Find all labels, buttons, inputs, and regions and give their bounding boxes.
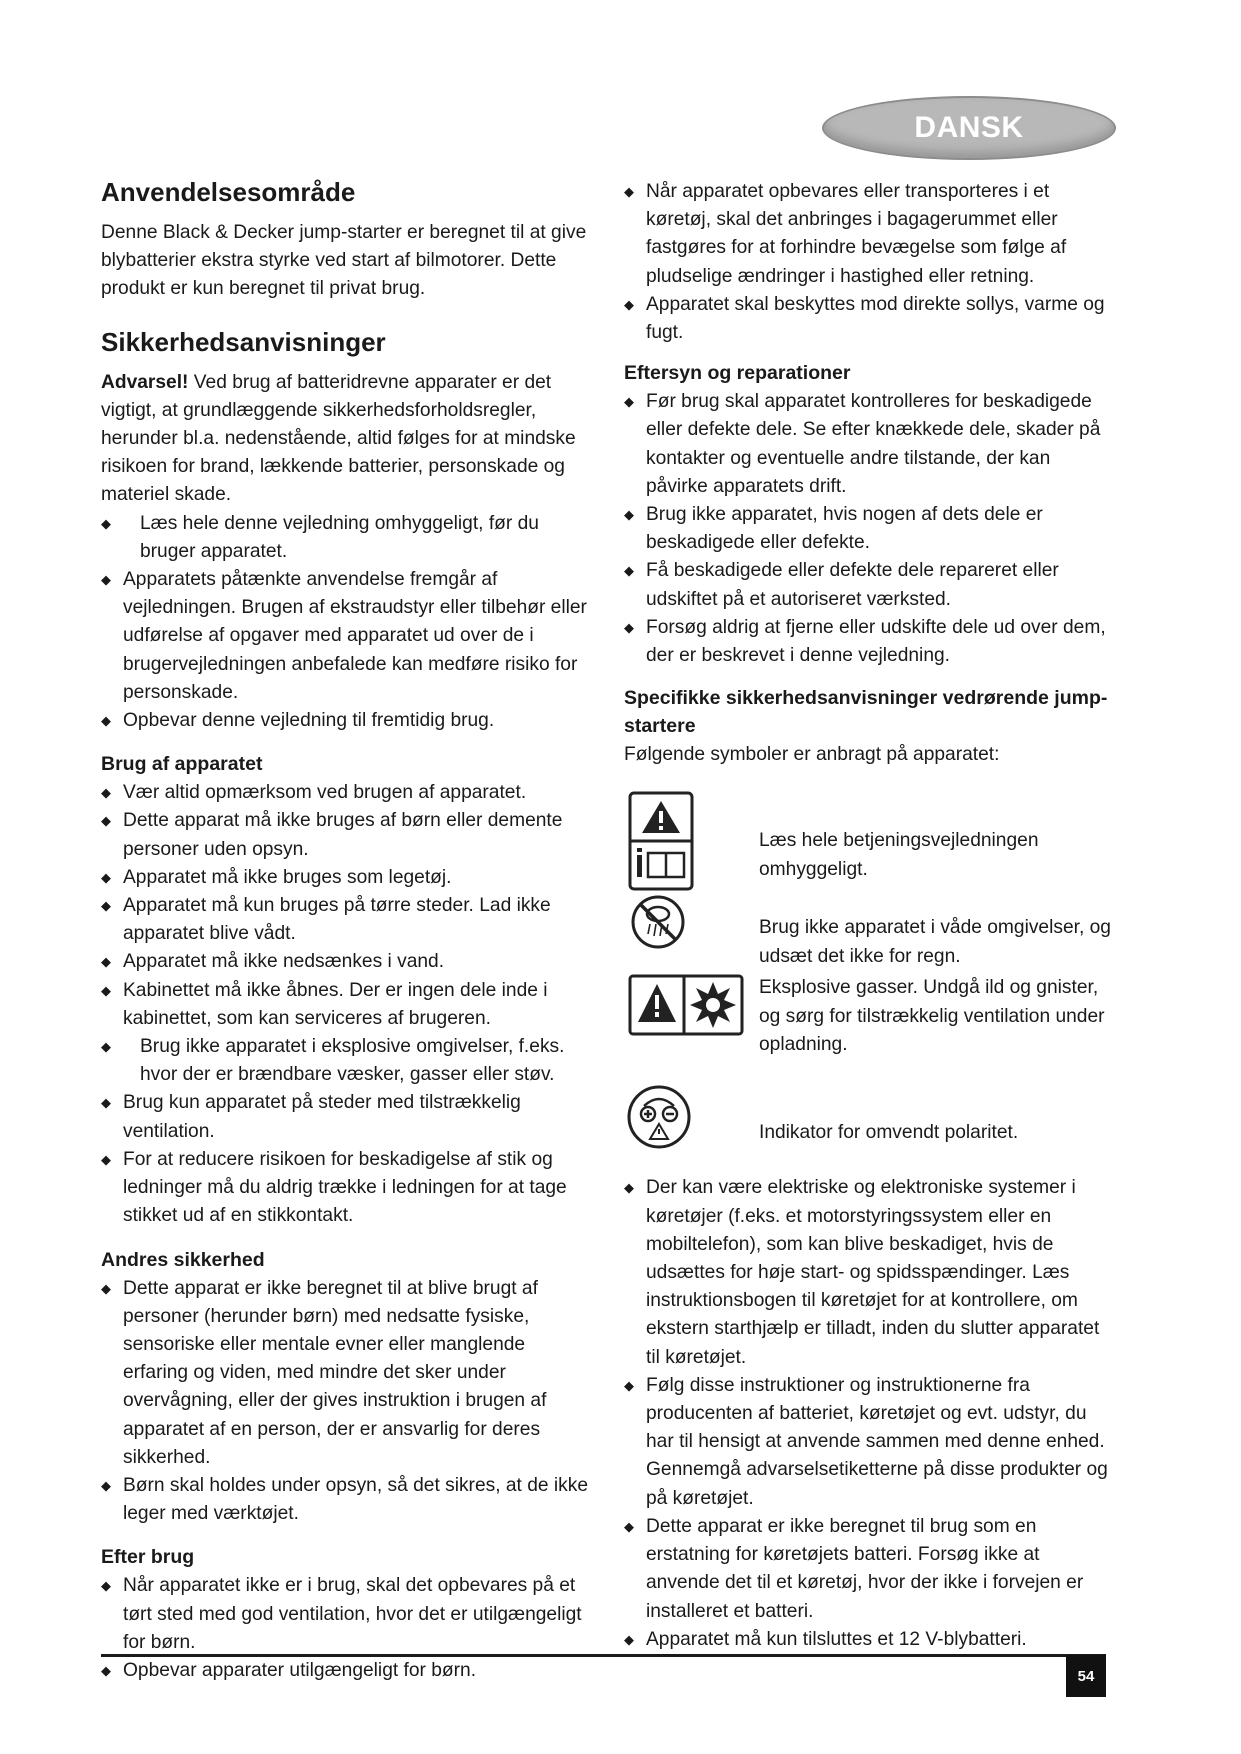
list-item: ◆ Kabinettet må ikke åbnes. Der er ingen dele inde i kabinettet, som kan serviceres af brugeren. xyxy=(101,977,591,1033)
bullet-icon: ◆ xyxy=(624,394,634,410)
bullet-icon: ◆ xyxy=(101,785,111,801)
bullet-icon: ◆ xyxy=(101,1095,111,1111)
left-column xyxy=(101,176,591,1685)
list-item: ◆ Apparatet må kun bruges på tørre steder. Lad ikke apparatet blive vådt. xyxy=(101,892,591,948)
after-title: Efter brug xyxy=(101,1546,195,1569)
warning-lead: Advarsel! xyxy=(101,371,189,393)
list-item: ◆ Læs hele denne vejledning omhyggeligt, før du bruger apparatet. xyxy=(101,510,591,566)
symbol-row xyxy=(624,974,1112,1084)
list-item: ◆ Brug kun apparatet på steder med tilstrækkelig ventilation. xyxy=(101,1089,591,1145)
bullet-icon: ◆ xyxy=(101,898,111,914)
others-list xyxy=(101,1275,591,1529)
list-item: ◆ Apparatet skal beskyttes mod direkte sollys, varme og fugt. xyxy=(624,291,1112,347)
bullet-icon: ◆ xyxy=(101,1477,111,1493)
list-item: ◆ Apparatet må ikke nedsænkes i vand. xyxy=(101,948,591,976)
right-column xyxy=(624,178,1112,1654)
bullet-icon: ◆ xyxy=(101,954,111,970)
list-item: ◆ Dette apparat er ikke beregnet til at blive brugt af personer (herunder børn) med nedsatte fysiske, sensoriske eller mentale evner eller manglende erfaring og viden, med mindre det sker under overvågning, eller der gives instruktion i brugen af apparatet af en person, der er ansvarlig for deres sikkerhed. xyxy=(101,1275,591,1472)
service-title: Eftersyn og reparationer xyxy=(624,362,851,385)
page-number: 54 xyxy=(1066,1655,1106,1697)
bullet-icon: ◆ xyxy=(624,1180,634,1196)
list-item: ◆ Dette apparat må ikke bruges af børn eller demente personer uden opsyn. xyxy=(101,807,591,863)
list-item: ◆ Apparatet må kun tilsluttes et 12 V-blybatteri. xyxy=(624,1626,1112,1654)
list-item: ◆ Børn skal holdes under opsyn, så det sikres, at de ikke leger med værktøjet. xyxy=(101,1472,591,1528)
bullet-icon: ◆ xyxy=(101,982,111,998)
list-item: ◆ Apparatet må ikke bruges som legetøj. xyxy=(101,864,591,892)
list-item: ◆ Følg disse instruktioner og instruktionerne fra producenten af batteriet, køretøjet og evt. udstyr, du har til hensigt at anvende sammen med denne enhed. Gennemgå advarselsetiketterne på disse produkter og på køretøjet. xyxy=(624,1372,1112,1513)
bullet-icon: ◆ xyxy=(101,1662,111,1678)
usage-text: Denne Black & Decker jump-starter er beregnet til at give blybatterier ekstra styrke ved start af bilmotorer. Dette produkt er kun beregnet til privat brug. xyxy=(101,222,587,300)
list-item: ◆ Der kan være elektriske og elektroniske systemer i køretøjer (f.eks. et motorstyringssystem eller en mobiltelefon), som kan blive beskadiget, hvis de udsættes for høje start- og spidsspændinger. Læs instruktionsbogen til køretøjet for at kontrollere, om ekstern starthjælp er tilladt, inden du slutter apparatet til køretøjet. xyxy=(624,1174,1112,1371)
list-item: ◆ Opbevar apparater utilgængeligt for børn. xyxy=(101,1657,591,1685)
bullet-icon: ◆ xyxy=(101,515,111,531)
list-item: ◆ Brug ikke apparatet, hvis nogen af dets dele er beskadigede eller defekte. xyxy=(624,501,1112,557)
bullet-icon: ◆ xyxy=(101,1578,111,1594)
service-list xyxy=(624,388,1112,670)
list-item: ◆ Når apparatet ikke er i brug, skal det opbevares på et tørt sted med god ventilation, hvor det er utilgængeligt for børn. xyxy=(101,1572,591,1657)
list-item: ◆ Før brug skal apparatet kontrolleres for beskadigede eller defekte dele. Se efter knækkede dele, skader på kontakter og eventuelle andre tilstande, der kan påvirke apparatets drift. xyxy=(624,388,1112,501)
symbol-text: Indikator for omvendt polaritet. xyxy=(759,1122,1019,1144)
list-item: ◆ Apparatets påtænkte anvendelse fremgår af vejledningen. Brugen af ekstraudstyr eller tilbehør eller udførelse af opgaver med apparatet ud over de i brugervejledningen anbefalede kan medføre risiko for personskade. xyxy=(101,566,591,707)
list-item: ◆ Vær altid opmærksom ved brugen af apparatet. xyxy=(101,779,591,807)
list-item: ◆ Når apparatet opbevares eller transporteres i et køretøj, skal det anbringes i bagagerummet eller fastgøres for at forhindre bevægelse som følge af pludselige ændringer i hastighed eller retning. xyxy=(624,178,1112,291)
footer-rule xyxy=(101,1654,1106,1657)
others-title: Andres sikkerhed xyxy=(101,1248,265,1271)
use-title: Brug af apparatet xyxy=(101,753,263,776)
bullet-icon: ◆ xyxy=(624,184,634,199)
bullet-icon: ◆ xyxy=(101,1151,111,1167)
symbol-row xyxy=(624,791,1112,896)
bullet-icon: ◆ xyxy=(101,1280,111,1296)
symbols-table xyxy=(624,791,1112,1174)
list-item: ◆ Få beskadigede eller defekte dele repareret eller udskiftet på et autoriseret værksted. xyxy=(624,557,1112,613)
symbol-row xyxy=(624,896,1112,974)
bullet-icon: ◆ xyxy=(624,1377,634,1393)
language-tab: DANSK xyxy=(822,96,1116,160)
symbol-row xyxy=(624,1084,1112,1174)
after-list xyxy=(101,1572,591,1685)
list-item: ◆ Brug ikke apparatet i eksplosive omgivelser, f.eks. hvor der er brændbare væsker, gasser eller støv. xyxy=(101,1033,591,1089)
read-manual-icon xyxy=(628,791,694,891)
safety-list xyxy=(101,510,591,736)
bullet-icon: ◆ xyxy=(101,813,111,829)
no-rain-icon xyxy=(630,894,686,950)
symbol-text: Læs hele betjeningsvejledningen omhyggeligt. xyxy=(759,830,1039,880)
storage-list xyxy=(624,178,1112,347)
list-item: ◆ Opbevar denne vejledning til fremtidig brug. xyxy=(101,707,591,735)
bullet-icon: ◆ xyxy=(624,296,634,312)
bullet-icon: ◆ xyxy=(101,572,111,588)
bullet-icon: ◆ xyxy=(101,869,111,885)
specific-title: Specifikke sikkerhedsanvisninger vedrørende jump-startere xyxy=(624,687,1108,738)
bullet-icon: ◆ xyxy=(624,619,634,635)
list-item: ◆ Dette apparat er ikke beregnet til brug som en erstatning for køretøjets batteri. Forsøg ikke at anvende det til et køretøj, hvor der ikke i forvejen er installeret et batteri. xyxy=(624,1513,1112,1626)
bullet-icon: ◆ xyxy=(624,563,634,579)
symbol-text: Brug ikke apparatet i våde omgivelser, og udsæt det ikke for regn. xyxy=(759,917,1111,967)
bullet-icon: ◆ xyxy=(624,1631,634,1647)
usage-title: Anvendelsesområde xyxy=(101,177,356,207)
bullet-icon: ◆ xyxy=(624,507,634,523)
explosive-gas-icon xyxy=(628,974,744,1036)
final-list xyxy=(624,1174,1112,1653)
warning-text: Ved brug af batteridrevne apparater er det vigtigt, at grundlæggende sikkerhedsforholdsregler, herunder bl.a. nedenstående, altid følges for at mindske risikoen for brand, lækkende batterier, personskade og materiel skade. xyxy=(101,371,576,506)
bullet-icon: ◆ xyxy=(624,1518,634,1534)
warning-paragraph xyxy=(101,369,591,510)
safety-title: Sikkerhedsanvisninger xyxy=(101,326,386,357)
list-item: ◆ Forsøg aldrig at fjerne eller udskifte dele ud over dem, der er beskrevet i denne vejledning. xyxy=(624,614,1112,670)
bullet-icon: ◆ xyxy=(101,713,111,729)
list-item: ◆ For at reducere risikoen for beskadigelse af stik og ledninger må du aldrig trække i ledningen for at tage stikket ud af en stikkontakt. xyxy=(101,1146,591,1231)
symbol-text: Eksplosive gasser. Undgå ild og gnister, og sørg for tilstrækkelig ventilation under opladning. xyxy=(759,977,1105,1055)
use-list xyxy=(101,779,591,1230)
symbols-intro: Følgende symboler er anbragt på apparatet: xyxy=(624,744,1000,766)
reverse-polarity-icon xyxy=(626,1084,692,1150)
bullet-icon: ◆ xyxy=(101,1039,111,1055)
